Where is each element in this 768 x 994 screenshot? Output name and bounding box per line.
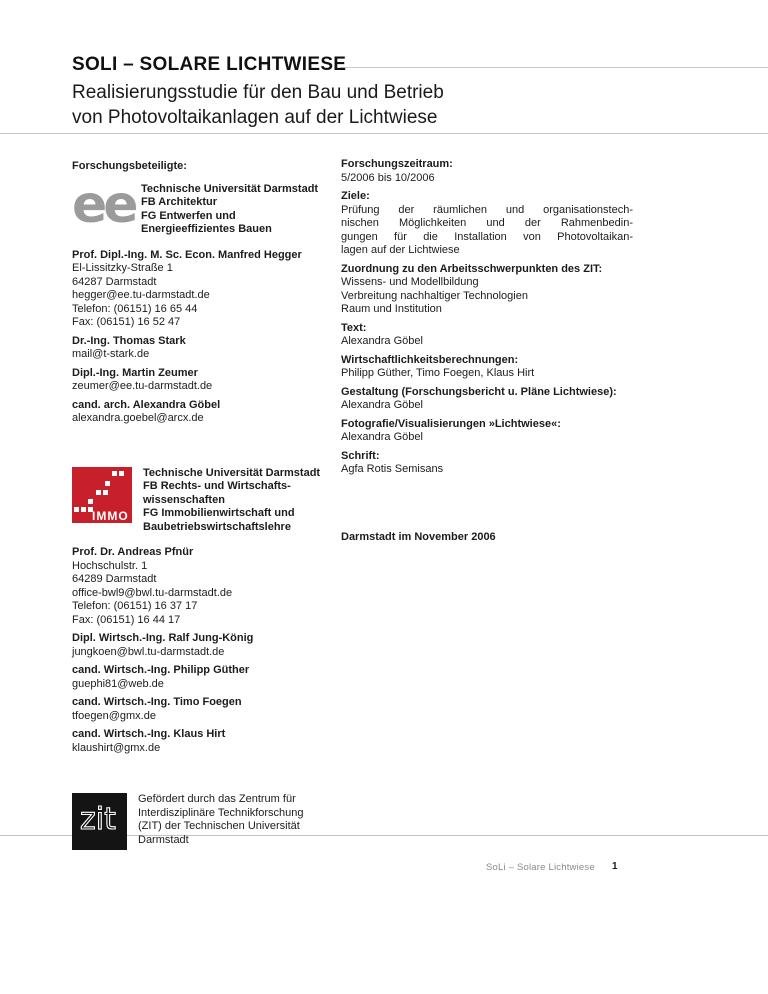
report-subtitle: [72, 80, 444, 130]
text-line: FG Immobilienwirtschaft und: [143, 507, 295, 519]
report-header: [72, 53, 444, 130]
contact-name: Dr.-Ing. Thomas Stark: [72, 334, 186, 347]
section-ziele: [341, 190, 633, 258]
immo-logo-icon: [72, 467, 132, 528]
text-line: 64289 Darmstadt: [72, 573, 157, 585]
section-body: [341, 399, 633, 413]
section-label: Forschungszeitraum:: [341, 158, 453, 170]
section-zuordnung-zit: [341, 263, 633, 317]
text-line: El-Lissitzky-Straße 1: [72, 262, 173, 274]
section-body: [341, 463, 633, 477]
right-column: [341, 158, 633, 544]
section-body: [341, 367, 633, 381]
text-line: Fax: (06151) 16 44 17: [72, 613, 181, 626]
spacer: [72, 760, 344, 793]
text-line: hegger@ee.tu-darmstadt.de: [72, 289, 210, 301]
text-line: Darmstadt: [138, 833, 189, 846]
immo-affiliation: [143, 467, 320, 535]
zit-funding-note: [138, 793, 304, 847]
contact-details: [72, 710, 344, 724]
contact-details: [72, 380, 344, 394]
publication-date: Darmstadt im November 2006: [341, 530, 496, 543]
text-line: mail@t-stark.de: [72, 348, 150, 360]
contact-name: Prof. Dipl.-Ing. M. Sc. Econ. Manfred Hegger: [72, 248, 302, 261]
text-line: FG Entwerfen und: [141, 209, 236, 222]
text-line: Agfa Rotis Semisans: [341, 463, 444, 475]
text-line: lagen auf der Lichtwiese: [341, 244, 460, 256]
contact-name: cand. arch. Alexandra Göbel: [72, 398, 221, 411]
text-line: tfoegen@gmx.de: [72, 709, 156, 722]
svg-text:zit: zit: [80, 802, 116, 837]
text-line: Telefon: (06151) 16 65 44: [72, 302, 198, 315]
section-fotografie: [341, 418, 633, 445]
contact-hegger: [72, 249, 344, 330]
text-line: 5/2006 bis 10/2006: [341, 171, 435, 184]
ee-affiliation: [141, 183, 318, 237]
participants-heading: Forschungsbeteiligte:: [72, 160, 187, 172]
contact-zeumer: [72, 367, 344, 394]
contact-details: [72, 678, 344, 692]
immo-affiliation-row: [72, 467, 344, 535]
text-line: Prüfung der räumlichen und organisationstech-: [341, 203, 633, 216]
section-label: Ziele:: [341, 190, 370, 202]
section-label: Gestaltung (Forschungsbericht u. Pläne Lichtwiese):: [341, 385, 617, 398]
section-label: Wirtschaftlichkeitsberechnungen:: [341, 353, 519, 366]
ee-affiliation-row: [72, 174, 344, 237]
contact-name: Prof. Dr. Andreas Pfnür: [72, 546, 194, 558]
contact-details: [72, 412, 344, 426]
text-line: Baubetriebswirtschaftslehre: [143, 520, 291, 533]
contact-jung-koenig: [72, 632, 344, 659]
text-line: Technische Universität Darmstadt: [143, 466, 321, 479]
left-column: [72, 160, 344, 867]
text-line: Alexandra Göbel: [341, 399, 423, 411]
section-label: Zuordnung zu den Arbeitsschwerpunkten des ZIT:: [341, 262, 603, 275]
text-line: FB Rechts- und Wirtschafts-: [143, 480, 291, 492]
section-body: [341, 172, 633, 186]
text-line: Philipp Güther, Timo Foegen, Klaus Hirt: [341, 367, 535, 379]
section-body: [341, 276, 633, 317]
contact-name: cand. Wirtsch.-Ing. Klaus Hirt: [72, 728, 226, 740]
contact-details: [72, 646, 344, 660]
section-schrift: [341, 450, 633, 477]
contact-goebel: [72, 399, 344, 426]
contact-hirt: [72, 728, 344, 755]
text-line: Telefon: (06151) 16 37 17: [72, 600, 198, 612]
section-body: [341, 204, 633, 258]
contact-name: cand. Wirtsch.-Ing. Timo Foegen: [72, 696, 242, 708]
text-line: guephi81@web.de: [72, 677, 164, 690]
text-line: Alexandra Göbel: [341, 335, 423, 347]
header-bottom-rule: [0, 133, 768, 134]
section-gestaltung: [341, 386, 633, 413]
text-line: office-bwl9@bwl.tu-darmstadt.de: [72, 586, 233, 599]
text-line: 64287 Darmstadt: [72, 275, 157, 288]
contact-pfnuer: [72, 546, 344, 627]
text-line: Energieeffizientes Bauen: [141, 223, 272, 235]
text-line: FB Architektur: [141, 196, 217, 208]
ee-logo-icon: ee: [72, 174, 135, 235]
contact-details: [72, 742, 344, 756]
section-body: [341, 431, 633, 445]
contact-name: cand. Wirtsch.-Ing. Philipp Güther: [72, 664, 250, 676]
contact-details: [72, 560, 344, 628]
text-line: gungen für die Installation von Photovoltaikan-: [341, 230, 633, 243]
section-text: [341, 322, 633, 349]
text-line: Interdisziplinäre Technikforschung: [138, 806, 304, 819]
text-line: Alexandra Göbel: [341, 431, 423, 443]
report-title: SOLI – SOLARE LICHTWIESE: [72, 54, 347, 75]
text-line: jungkoen@bwl.tu-darmstadt.de: [72, 645, 225, 658]
text-line: Wissens- und Modellbildung: [341, 276, 479, 288]
section-wirtschaftlichkeit: [341, 354, 633, 381]
contact-guether: [72, 664, 344, 691]
contact-name: Dipl. Wirtsch.-Ing. Ralf Jung-König: [72, 632, 254, 644]
svg-text:IMMO: IMMO: [92, 508, 129, 523]
text-line: wissenschaften: [143, 493, 225, 506]
text-line: (ZIT) der Technischen Universität: [138, 820, 300, 832]
text-line: Verbreitung nachhaltiger Technologien: [341, 289, 528, 302]
text-line: klaushirt@gmx.de: [72, 741, 161, 754]
contact-stark: [72, 335, 344, 362]
text-line: Raum und Institution: [341, 303, 442, 315]
section-label: Schrift:: [341, 449, 380, 462]
section-body: [341, 335, 633, 349]
text-line: Hochschulstr. 1: [72, 559, 148, 572]
text-line: von Photovoltaikanlagen auf der Lichtwiese: [72, 107, 438, 128]
footer-page-number: 1: [612, 861, 618, 872]
text-line: Technische Universität Darmstadt: [141, 182, 319, 195]
spacer: [72, 431, 344, 467]
text-line: zeumer@ee.tu-darmstadt.de: [72, 380, 213, 392]
text-line: alexandra.goebel@arcx.de: [72, 412, 204, 424]
section-forschungszeitraum: [341, 158, 633, 185]
contact-foegen: [72, 696, 344, 723]
zit-logo-icon: [72, 793, 127, 855]
contact-details: [72, 348, 344, 362]
zit-funding-row: [72, 793, 344, 855]
contact-details: [72, 262, 344, 330]
section-label: Text:: [341, 321, 367, 334]
text-line: Fax: (06151) 16 52 47: [72, 316, 181, 328]
text-line: nischen Möglichkeiten und der Rahmenbedin-: [341, 217, 633, 229]
section-label: Fotografie/Visualisierungen »Lichtwiese«:: [341, 417, 561, 430]
text-line: Realisierungsstudie für den Bau und Betrieb: [72, 82, 444, 103]
text-line: Gefördert durch das Zentrum für: [138, 793, 296, 805]
contact-name: Dipl.-Ing. Martin Zeumer: [72, 366, 198, 379]
footer-document-name: SoLi – Solare Lichtwiese: [486, 862, 595, 873]
